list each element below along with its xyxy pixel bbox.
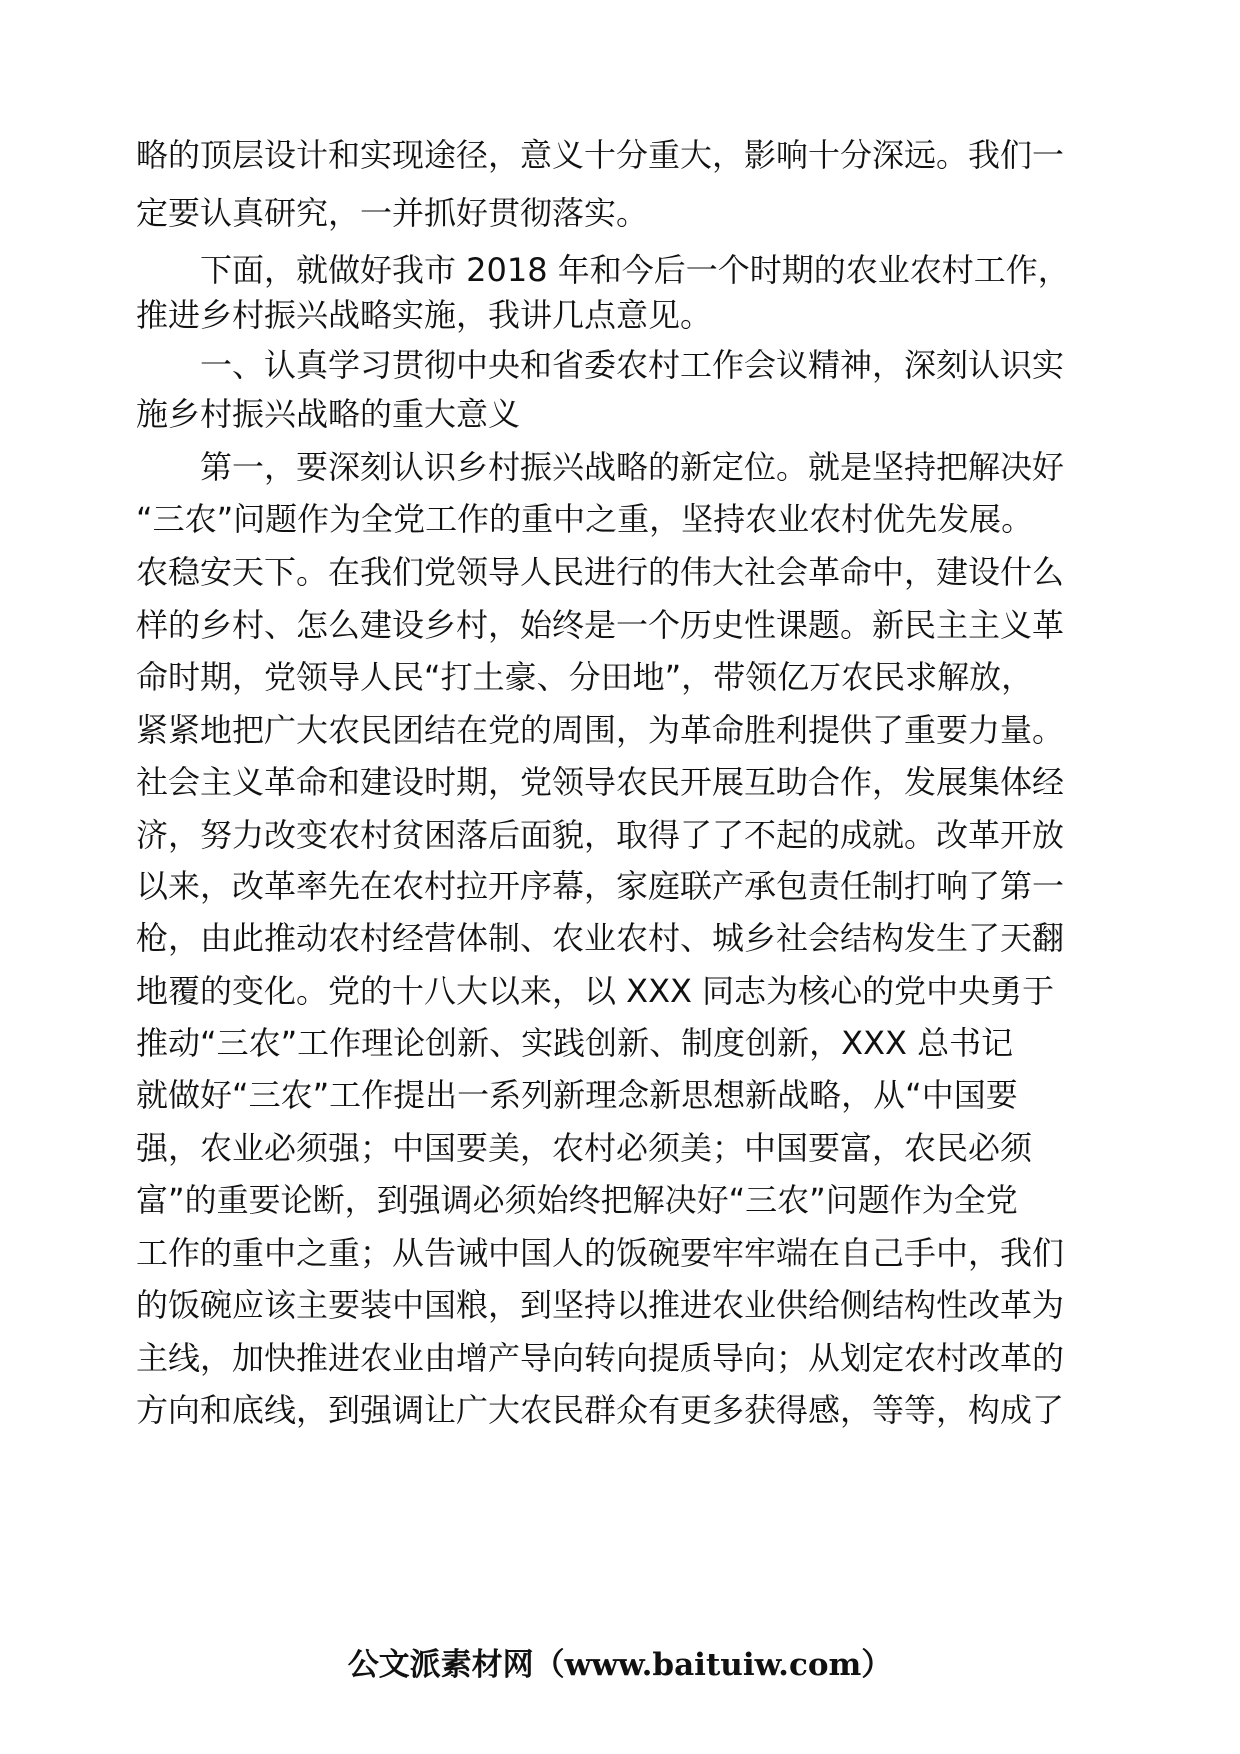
section-heading-line-2: 施乡村振兴战略的重大意义 (136, 395, 521, 433)
text-line-2: 定要认真研究，一并抓好贯彻落实。 (136, 194, 649, 232)
text-line-21: 富”的重要论断，到强调必须始终把解决好“三农”问题作为全党 (136, 1181, 1018, 1219)
text-line-23: 的饭碗应该主要装中国粮，到坚持以推进农业供给侧结构性改革为 (136, 1286, 1065, 1324)
text-line-12: 紧紧地把广大农民团结在党的周围，为革命胜利提供了重要力量。 (136, 711, 1065, 749)
text-line-3: 下面，就做好我市 2018 年和今后一个时期的农业农村工作， (200, 251, 1070, 289)
text-line-17: 地覆的变化。党的十八大以来，以 XXX 同志为核心的党中央勇于 (136, 972, 1055, 1010)
text-line-9: 农稳安天下。在我们党领导人民进行的伟大社会革命中，建设什么 (136, 553, 1065, 591)
text-line-4: 推进乡村振兴战略实施，我讲几点意见。 (136, 296, 713, 334)
text-line-20: 强，农业必须强；中国要美，农村必须美；中国要富，农民必须 (136, 1129, 1033, 1167)
footer-watermark: 公文派素材网（www.baituiw.com） (347, 1647, 893, 1683)
text-line-13: 社会主义革命和建设时期，党领导农民开展互助合作，发展集体经 (136, 763, 1065, 801)
text-line-15: 以来，改革率先在农村拉开序幕，家庭联产承包责任制打响了第一 (136, 867, 1065, 905)
text-line-11: 命时期，党领导人民“打土豪、分田地”，带领亿万农民求解放， (136, 658, 1034, 696)
text-line-18: 推动“三农”工作理论创新、实践创新、制度创新，XXX 总书记 (136, 1024, 1014, 1062)
text-line-25: 方向和底线，到强调让广大农民群众有更多获得感，等等，构成了 (136, 1391, 1065, 1429)
text-line-8: “三农”问题作为全党工作的重中之重，坚持农业农村优先发展。 (136, 500, 1034, 538)
text-line-10: 样的乡村、怎么建设乡村，始终是一个历史性课题。新民主主义革 (136, 606, 1065, 644)
text-line-16: 枪，由此推动农村经营体制、农业农村、城乡社会结构发生了天翻 (136, 919, 1065, 957)
text-line-19: 就做好“三农”工作提出一系列新理念新思想新战略，从“中国要 (136, 1076, 1018, 1114)
text-line-1: 略的顶层设计和实现途径，意义十分重大，影响十分深远。我们一 (136, 136, 1065, 174)
text-line-24: 主线，加快推进农业由增产导向转向提质导向；从划定农村改革的 (136, 1339, 1065, 1377)
text-line-7: 第一，要深刻认识乡村振兴战略的新定位。就是坚持把解决好 (200, 448, 1065, 486)
text-line-14: 济，努力改变农村贫困落后面貌，取得了了不起的成就。改革开放 (136, 816, 1065, 854)
section-heading-line-1: 一、认真学习贯彻中央和省委农村工作会议精神，深刻认识实 (200, 346, 1065, 384)
text-line-22: 工作的重中之重；从告诫中国人的饭碗要牢牢端在自己手中，我们 (136, 1234, 1065, 1272)
